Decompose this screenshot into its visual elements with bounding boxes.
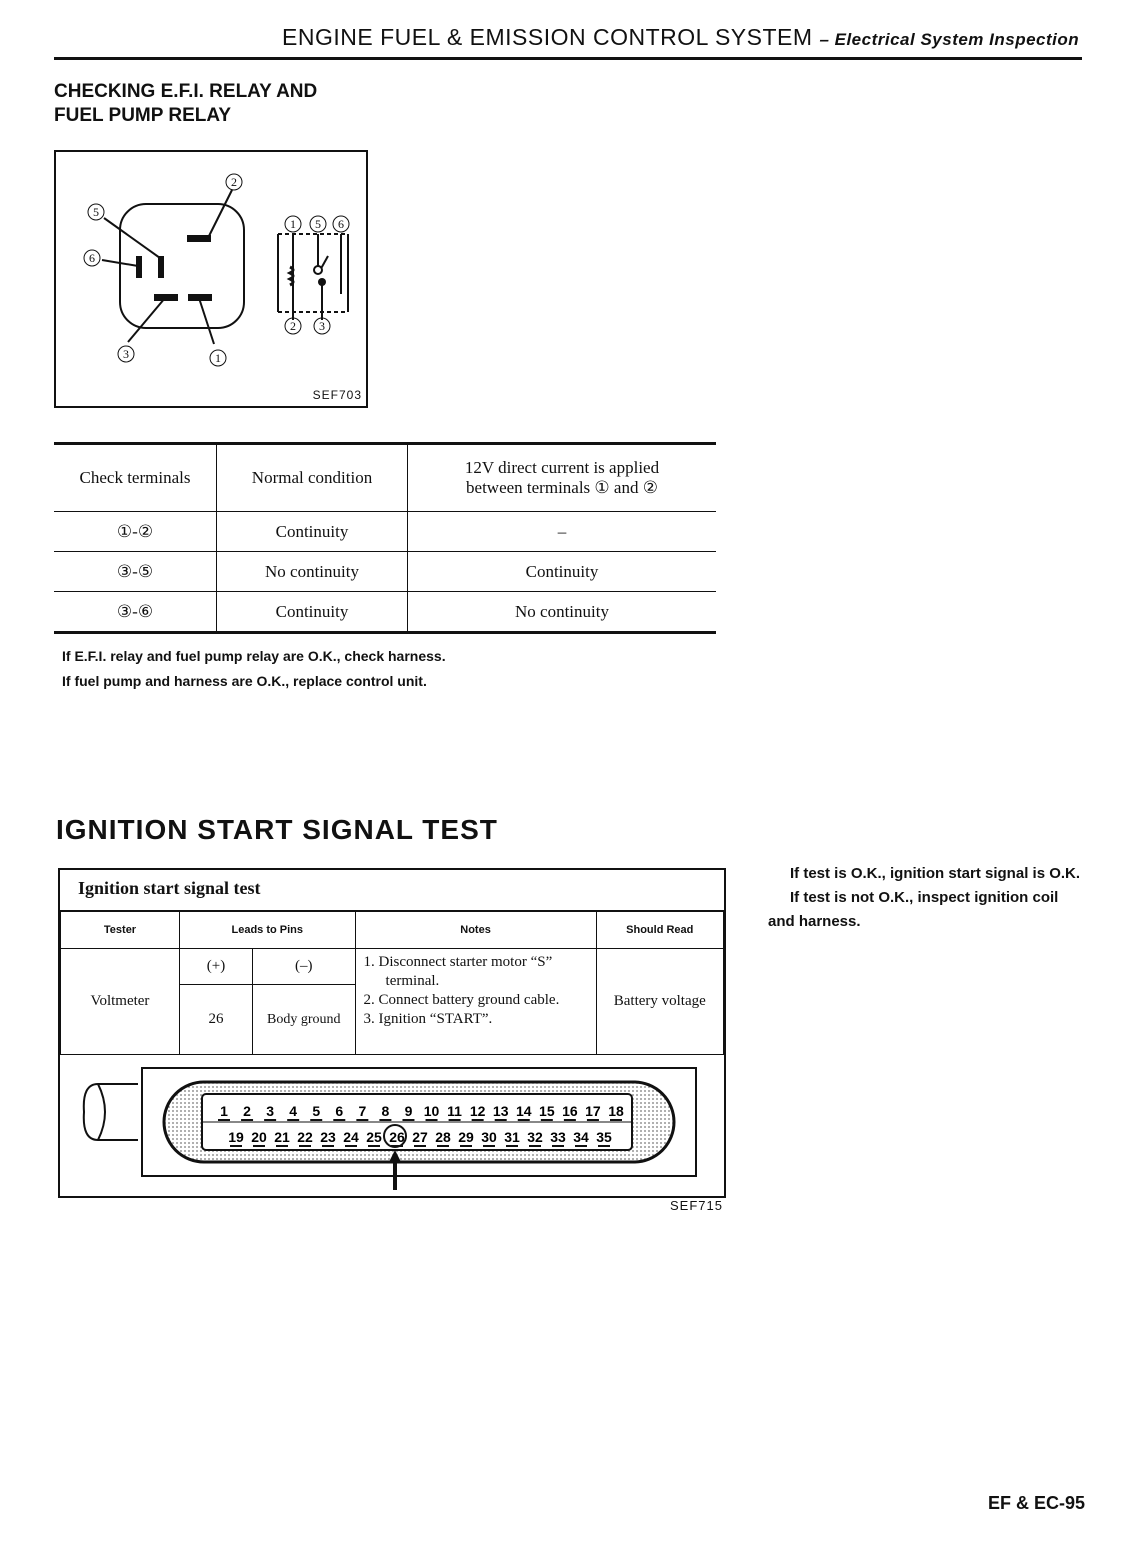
pin-label: 5 [312, 1103, 321, 1119]
cell-12v: – [408, 512, 717, 552]
table-header-row [61, 911, 724, 949]
pin-label: 29 [458, 1129, 474, 1145]
cell-should-read: Battery voltage [596, 949, 723, 1055]
note-check-harness: If E.F.I. relay and fuel pump relay are O.K., check harness. [62, 648, 446, 664]
result-ok: If test is O.K., ignition start signal is O.K. [790, 865, 1081, 882]
page-header [282, 24, 1079, 51]
svg-text:5: 5 [315, 217, 321, 231]
pin-label: 4 [289, 1103, 298, 1119]
cell-12v: No continuity [408, 592, 717, 633]
table-row [54, 592, 716, 633]
pin-label: 18 [608, 1103, 624, 1119]
cell-tester: Voltmeter [61, 949, 180, 1055]
pin-label: 25 [366, 1129, 382, 1145]
svg-text:5: 5 [93, 205, 99, 219]
pin-label: 14 [515, 1103, 532, 1119]
cell-notes [355, 949, 596, 1055]
pin-label: 30 [481, 1129, 497, 1145]
note-replace-control-unit: If fuel pump and harness are O.K., replace control unit. [62, 673, 427, 689]
pin-label: 27 [412, 1129, 428, 1145]
pin-label: 32 [527, 1129, 543, 1145]
table-header-row [54, 444, 716, 512]
cell-terminals: ③-⑤ [54, 552, 217, 592]
svg-text:1: 1 [290, 217, 296, 231]
col-check-terminals: Check terminals [54, 444, 217, 512]
pin-label: 7 [358, 1103, 367, 1119]
pin-label: 21 [274, 1129, 290, 1145]
section2-heading: IGNITION START SIGNAL TEST [56, 814, 498, 845]
pin-label: 17 [585, 1103, 601, 1119]
pin-label: 23 [320, 1129, 336, 1145]
connector-diagram [60, 1054, 724, 1196]
pin-label: 3 [266, 1103, 275, 1119]
pin-label: 8 [381, 1103, 390, 1119]
pin-label: 10 [423, 1103, 440, 1119]
pin-label: 22 [297, 1129, 313, 1145]
table-row [54, 552, 716, 592]
header-rule [54, 57, 1082, 60]
pin-label: 2 [243, 1103, 251, 1119]
col-should-read: Should Read [596, 911, 723, 949]
table-row [61, 949, 724, 985]
note-item: 3. Ignition “START”. [363, 1011, 493, 1027]
col-tester: Tester [61, 911, 180, 949]
pin-label: 15 [539, 1103, 555, 1119]
header-subtitle: – Electrical System Inspection [819, 30, 1080, 49]
cell-ground: Body ground [253, 985, 356, 1055]
svg-text:2: 2 [290, 319, 296, 333]
cell-normal: Continuity [217, 592, 408, 633]
figure-code-2: SEF715 [670, 1198, 723, 1213]
cell-normal: No continuity [217, 552, 408, 592]
pin-label: 20 [251, 1129, 267, 1145]
figure-code: SEF703 [312, 388, 362, 402]
cell-pin: 26 [180, 985, 253, 1055]
pin-label: 26 [389, 1129, 405, 1145]
pin-label: 9 [404, 1103, 413, 1119]
table-row [54, 512, 716, 552]
section1-heading-line1: CHECKING E.F.I. RELAY AND [54, 81, 318, 102]
cell-terminals: ③-⑥ [54, 592, 217, 633]
cell-terminals: ①-② [54, 512, 217, 552]
svg-text:3: 3 [319, 319, 325, 333]
pin-label: 31 [504, 1129, 520, 1145]
pin-label: 34 [573, 1129, 589, 1145]
ignition-test-title: Ignition start signal test [78, 878, 261, 898]
pin-label: 11 [447, 1103, 462, 1119]
cell-lead-plus: (+) [180, 949, 253, 985]
pin-label: 6 [335, 1103, 344, 1119]
cell-lead-minus: (–) [253, 949, 356, 985]
cell-12v: Continuity [408, 552, 717, 592]
col-notes: Notes [355, 911, 596, 949]
ignition-result-text [768, 862, 1088, 934]
page-number: EF & EC-95 [988, 1493, 1086, 1513]
result-not-ok: If test is not O.K., inspect ignition coil and harness. [768, 889, 1059, 930]
relay-diagram [56, 152, 366, 406]
col-12v-line1: 12V direct current is applied [464, 458, 660, 477]
section1-heading [54, 80, 317, 128]
cell-normal: Continuity [217, 512, 408, 552]
svg-text:2: 2 [231, 175, 237, 189]
pin-label: 13 [492, 1103, 509, 1119]
col-normal-condition: Normal condition [217, 444, 408, 512]
note-item: 2. Connect battery ground cable. [363, 992, 560, 1008]
svg-text:3: 3 [123, 347, 129, 361]
col-12v-line2: between terminals ① and ② [466, 478, 658, 497]
pin-label: 19 [228, 1129, 244, 1145]
pin-label: 35 [596, 1129, 612, 1145]
ignition-test-table [60, 910, 724, 1055]
relay-figure [54, 150, 368, 408]
pin-label: 1 [220, 1103, 228, 1119]
pin-label: 16 [562, 1103, 578, 1119]
pin-label: 12 [469, 1103, 486, 1119]
svg-text:6: 6 [338, 217, 344, 231]
pin-label: 33 [550, 1129, 566, 1145]
pins-bottom-row [228, 1129, 612, 1146]
pin-label: 24 [343, 1129, 359, 1145]
col-12v-applied [408, 444, 717, 512]
svg-text:6: 6 [89, 251, 95, 265]
pin-label: 28 [435, 1129, 451, 1145]
header-title: ENGINE FUEL & EMISSION CONTROL SYSTEM [282, 24, 813, 50]
note-item: 1. Disconnect starter motor “S” terminal. [363, 954, 553, 989]
section1-heading-line2: FUEL PUMP RELAY [54, 105, 232, 126]
relay-check-table [54, 442, 716, 634]
svg-text:1: 1 [215, 351, 221, 365]
col-leads: Leads to Pins [180, 911, 356, 949]
